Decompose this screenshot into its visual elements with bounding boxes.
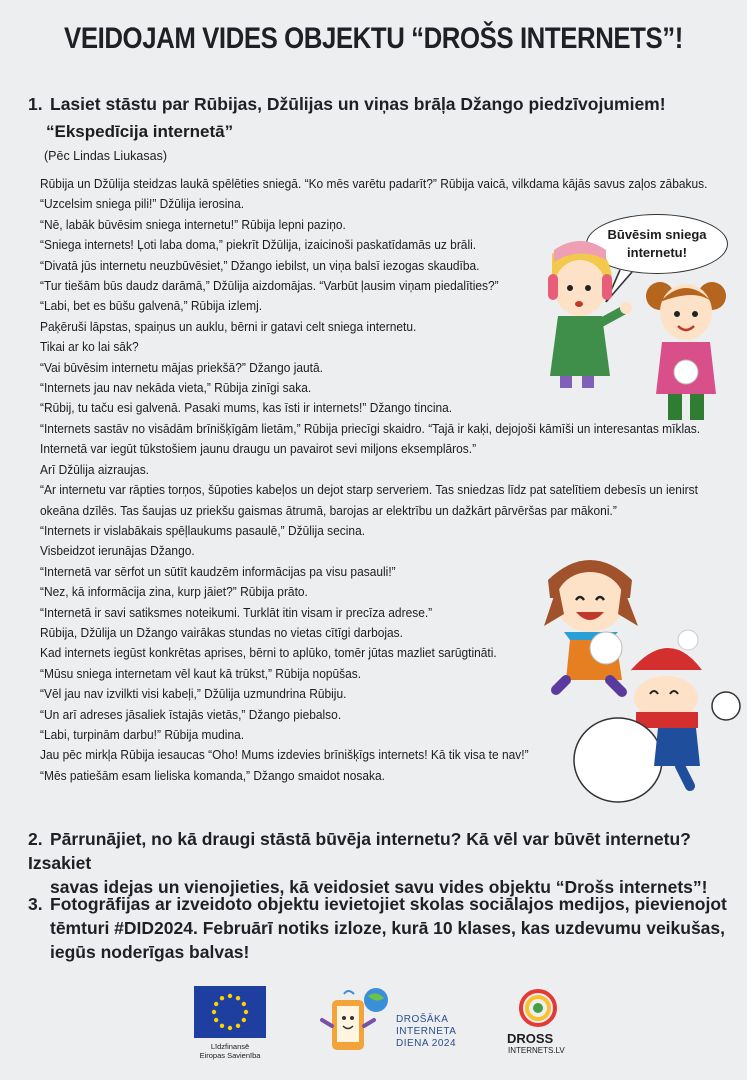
eu-star-icon xyxy=(220,1024,224,1028)
story-line: “Mūsu sniega internetam vēl kaut kā trūkst,” Rūbija nopūšas. xyxy=(40,665,362,681)
story-line: “Mēs patiešām esam lieliska komanda,” Džango smaidot nosaka. xyxy=(40,767,386,783)
eu-stars-icon xyxy=(194,986,266,1038)
story-line: Tikai ar ko lai sāk? xyxy=(40,339,139,355)
story-line: “Uzcelsim sniega pili!” Džūlija ierosina. xyxy=(40,196,245,212)
task-3-line-3: iegūs noderīgas balvas! xyxy=(50,942,250,962)
eu-caption xyxy=(184,1042,276,1060)
story-line: Rūbija, Džūlija un Džango vairākas stundas no vietas cītīgi darbojas. xyxy=(40,624,403,640)
story-line: “Divatā jūs internetu neuzbūvēsiet,” Džango iebilst, un viņa balsī iezogas skaudība. xyxy=(40,257,480,273)
eu-caption-line-2: Eiropas Savienība xyxy=(199,1051,261,1060)
story-line: “Vēl jau nav izvilkti visi kabeļi,” Džūlija uzmundrina Rūbiju. xyxy=(40,686,347,702)
task-1-number: 1. xyxy=(28,94,43,114)
girl-julia-figure xyxy=(646,282,726,420)
task-3 xyxy=(28,892,728,964)
task-2 xyxy=(28,827,728,899)
eu-star-icon xyxy=(228,994,232,998)
story-line: “Internetā ir savi satiksmes noteikumi. Turklāt itin visam ir precīza adrese.” xyxy=(40,604,433,620)
task-3-line-2: tēmturi #DID2024. Februārī notiks izloze, kurā 10 klases, kas uzdevumu veikušas, xyxy=(50,918,726,938)
task-3-number: 3. xyxy=(28,894,43,914)
story-line: “Nē, labāk būvēsim sniega internetu!” Rūbija lepni paziņo. xyxy=(40,216,346,232)
eu-star-icon xyxy=(236,996,240,1000)
story-line: “Rūbij, tu taču esi galvenā. Pasaki mums, kas īsti ir internets!” Džango tincina. xyxy=(40,400,453,416)
eu-star-icon xyxy=(236,1024,240,1028)
did-line-3: DIENA 2024 xyxy=(396,1038,457,1049)
dross-internets-logo-icon xyxy=(518,988,558,1028)
story-title: “Ekspedīcija internetā” xyxy=(46,122,234,141)
story-line: Kad internets iegūst konkrētas aprises, bērni to aplūko, tomēr jūtas mazliet sarūgtināti. xyxy=(40,645,497,661)
story-line: Paķēruši lāpstas, spaiņus un auklu, bērni ir gatavi celt sniega internetu. xyxy=(40,318,417,334)
story-line: “Internets jau nav nekāda vieta,” Rūbija zinīgi saka. xyxy=(40,380,312,396)
girl-ruby-figure xyxy=(548,241,632,388)
did-line-1: DROŠĀKA xyxy=(396,1014,449,1025)
story-line: “Tur tiešām būs daudz darāmā,” Džūlija aizdomājas. “Varbūt ļausim viņam piedalīties?” xyxy=(40,278,499,294)
eu-star-icon xyxy=(214,1002,218,1006)
story-line: Arī Džūlija aizraujas. xyxy=(40,461,150,477)
story-line: Visbeidzot ierunājas Džango. xyxy=(40,543,195,559)
task-2-line-1: Pārrunājiet, no kā draugi stāstā būvēja internetu? Kā vēl var būvēt internetu? Izsakiet xyxy=(28,829,691,873)
footer-logos xyxy=(0,984,747,1064)
story-line: “Nez, kā informācija zina, kurp jāiet?” Rūbija prāto. xyxy=(40,584,308,600)
eu-star-icon xyxy=(244,1010,248,1014)
story-author: (Pēc Lindas Liukasas) xyxy=(44,149,167,163)
speech-bubble-line-1: Būvēsim sniega xyxy=(607,227,707,242)
task-2-number: 2. xyxy=(28,829,43,849)
dross-name: DROSS xyxy=(507,1031,554,1046)
story-line: “Labi, turpinām darbu!” Rūbija mudina. xyxy=(40,726,245,742)
eu-star-icon xyxy=(212,1010,216,1014)
page-title: VEIDOJAM VIDES OBJEKTU “DROŠS INTERNETS”! xyxy=(64,22,683,55)
story-line: “Internets sastāv no visādām brīnišķīgām lietām,” Rūbija priecīgi skaidro. “Tajā ir kaķi, dejojoši kāmīši un interesantas mīklas. xyxy=(40,420,701,436)
girls-illustration xyxy=(520,236,730,436)
story-line: okeāna dzīlēs. Tas šaujas uz priekšu gaismas ātrumā, barojas ar elektrību un dažkārt pārvēršas par mākoni.” xyxy=(40,502,617,518)
task-3-line-1: Fotogrāfijas ar izveidoto objektu ievietojiet skolas sociālajos medijos, pievienojot xyxy=(50,894,727,914)
safer-internet-day-logo xyxy=(318,986,392,1060)
safer-internet-day-caption xyxy=(396,1014,456,1050)
eu-star-icon xyxy=(242,1002,246,1006)
story-line: “Internets ir vislabākais spēļlaukums pasaulē,” Džūlija secina. xyxy=(40,522,366,538)
snow-kids-illustration xyxy=(530,540,745,820)
dross-domain: INTERNETS.LV xyxy=(508,1046,565,1055)
story-line: “Internetā var sērfot un sūtīt kaudzēm informācijas pa visu pasauli!” xyxy=(40,563,396,579)
did-line-2: INTERNETA xyxy=(396,1026,457,1037)
task-1 xyxy=(28,92,728,116)
eu-star-icon xyxy=(214,1018,218,1022)
story-line: Rūbija un Džūlija steidzas laukā spēlēties sniegā. “Ko mēs varētu padarīt?” Rūbija vaicā, vilkdama kājās savus zaļos zābakus. xyxy=(40,176,708,191)
story-line: “Ar internetu var rāpties torņos, šūpoties kabeļos un dejot starp serveriem. Tas sniedzas līdz pat satelītiem debesīs un ienirst xyxy=(40,482,698,498)
eu-caption-line-1: Līdzfinansē xyxy=(210,1042,250,1051)
eu-star-icon xyxy=(228,1026,232,1030)
speech-bubble-line-2: internetu! xyxy=(627,245,687,260)
task-2-line-2: savas idejas un vienojieties, kā veidosiet savu vides objektu “Drošs internets”! xyxy=(50,877,708,897)
task-1-text: Lasiet stāstu par Rūbijas, Džūlijas un viņas brāļa Džango piedzīvojumiem! xyxy=(50,94,666,114)
story-line: “Labi, bet es būšu galvenā,” Rūbija izlemj. xyxy=(40,298,263,314)
story-line: “Sniega internets! Ļoti laba doma,” piekrīt Džūlija, izaicinoši paskatīdamās uz brāli. xyxy=(40,237,477,253)
story-line: Jau pēc mirkļa Rūbija iesaucas “Oho! Mums izdevies brīnišķīgs internets! Kā tik visa te nav!” xyxy=(40,747,529,763)
story-line: Internetā var iegūt tūkstošiem jaunu draugu un pavairot sevi miljons eksemplāros.” xyxy=(40,441,477,457)
eu-flag-logo xyxy=(194,986,266,1038)
eu-star-icon xyxy=(242,1018,246,1022)
boy-django-figure xyxy=(544,560,638,692)
eu-star-icon xyxy=(220,996,224,1000)
story-line: “Vai būvēsim internetu mājas priekšā?” Džango jautā. xyxy=(40,359,323,375)
story-line: “Un arī adreses jāsaliek īstajās vietās,” Džango piebalso. xyxy=(40,706,342,722)
